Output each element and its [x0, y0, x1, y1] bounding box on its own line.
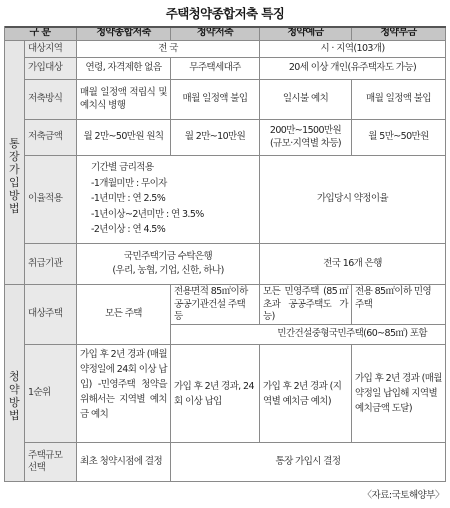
row-label-size: 주택규모 선택 [25, 443, 77, 482]
section-char: 방 [8, 188, 20, 202]
method-col3: 일시불 예치 [260, 80, 352, 120]
section-char: 법 [8, 409, 20, 422]
row-label-amount: 저축금액 [25, 120, 77, 156]
row-label-rank1: 1순위 [25, 345, 77, 443]
method-col2: 매월 일정액 불입 [171, 80, 260, 120]
rank1-col2: 가입 후 2년 경과, 24회 이상 납입 [171, 345, 260, 443]
header-col1: 청약종합저축 [77, 26, 171, 41]
section-char: 입 [8, 175, 20, 189]
eligibility-merged34: 20세 이상 개인(유주택자도 가능) [260, 58, 446, 80]
header-col4: 청약부금 [352, 26, 446, 41]
method-col4: 매월 일정액 불입 [352, 80, 446, 120]
amount-col1: 월 2만~50만원 원칙 [77, 120, 171, 156]
size-merged234: 통장 가입시 결정 [171, 443, 446, 482]
section-char: 청 [8, 370, 20, 383]
row-label-region: 대상지역 [25, 41, 77, 58]
row-label-bank: 취급기관 [25, 244, 77, 285]
rank1-col1: 가입 후 2년 경과 (매월 약정일에 24회 이상 납입) -민영주택 청약을 위해서는 지역별 예치금 예치 [77, 345, 171, 443]
eligibility-col2: 무주택세대주 [171, 58, 260, 80]
section-char: 가 [8, 162, 20, 176]
bank-merged234: 전국 16개 은행 [260, 244, 446, 285]
interest-merged234: 가입당시 약정이율 [260, 156, 446, 244]
table-left-rule [4, 26, 5, 482]
row-label-interest: 이율적용 [25, 156, 77, 244]
bank-col1: 국민주택기금 수탁은행 (우리, 농협, 기업, 신한, 하나) [77, 244, 260, 285]
section-cheongyak [4, 285, 25, 482]
section-char: 약 [8, 383, 20, 396]
eligibility-col1: 연령, 자격제한 없음 [77, 58, 171, 80]
target-col1: 모든 주택 [77, 285, 171, 345]
target-col2: 전용면적 85㎡이하 공공기관건설 주택 등 [171, 285, 260, 325]
region-merged12: 전 국 [77, 41, 260, 58]
header-gubun: 구 분 [4, 26, 77, 41]
amount-col3: 200만~1500만원 (규모·지역별 차등) [260, 120, 352, 156]
section-tongjang [4, 41, 25, 285]
target-col4: 전용 85㎡이하 민영 주택 [352, 285, 446, 325]
row-label-target: 대상주택 [25, 285, 77, 345]
amount-col2: 월 2만~10만원 [171, 120, 260, 156]
section-char: 방 [8, 396, 20, 409]
header-col2: 청약저축 [171, 26, 260, 41]
table-top-rule [4, 26, 446, 28]
region-merged34: 시 · 지역(103개) [260, 41, 446, 58]
section-tongjang-label [4, 54, 24, 285]
rank1-col3: 가입 후 2년 경과 (지역별 예치금 예치) [260, 345, 352, 443]
interest-col1: 기간별 금리적용 -1개월미만 : 무이자 -1년미만 : 연 2.5% -1년이상~2년미만 : 연 3.5% -2년이상 : 연 4.5% [77, 156, 260, 244]
comparison-table [4, 26, 446, 482]
section-char: 통 [8, 136, 20, 150]
row-label-method: 저축방식 [25, 80, 77, 120]
source-credit: 〈자료:국토해양부〉 [362, 490, 444, 501]
header-col3: 청약예금 [260, 26, 352, 41]
page-title: 주택청약종합저축 특징 [165, 6, 285, 21]
amount-col4: 월 5만~50만원 [352, 120, 446, 156]
section-char: 법 [8, 201, 20, 215]
section-char: 장 [8, 149, 20, 163]
rank1-col4: 가입 후 2년 경과 (매월 약정일 납입해 지역별 예치금액 도달) [352, 345, 446, 443]
target-col3: 모든 민영주택 (85㎡초과 공공주택도 가능) [260, 285, 352, 325]
section-cheongyak-label [4, 298, 24, 482]
row-label-eligibility: 가입대상 [25, 58, 77, 80]
method-col1: 매월 일정액 적립식 및 예치식 병행 [77, 80, 171, 120]
target-merged234-bottom: 민간건설중형국민주택(60~85㎡) 포함 [171, 325, 446, 345]
size-col1: 최초 청약시점에 결정 [77, 443, 171, 482]
